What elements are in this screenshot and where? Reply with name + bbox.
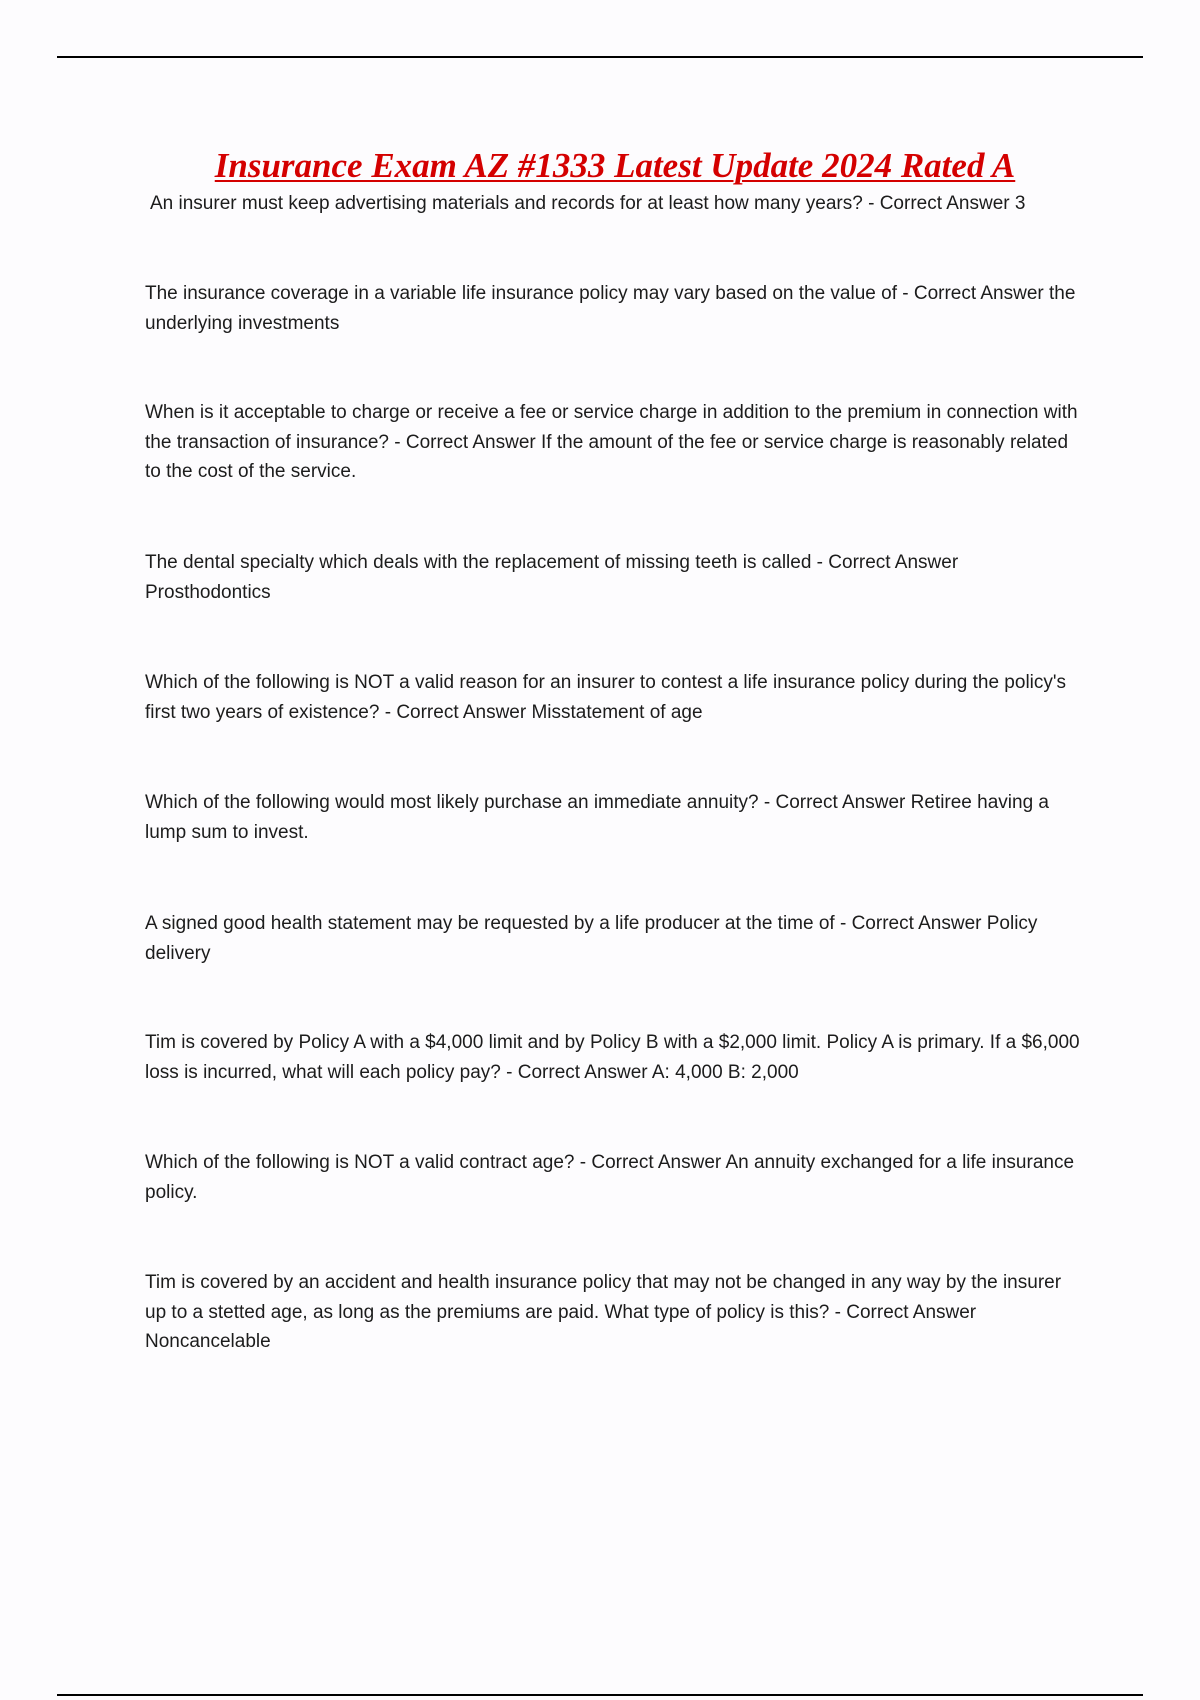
qa-item-6: Which of the following would most likely purchase an immediate annuity? - Correct Answer Retiree having a lump sum to invest. xyxy=(145,792,1049,843)
qa-item-8: Tim is covered by Policy A with a $4,000 limit and by Policy B with a $2,000 limit. Policy A is primary. If a $6,000 loss is incurred, what will each policy pay? - Correct Answer A: 4,000 B: 2,000 xyxy=(145,1032,1080,1083)
bottom-rule xyxy=(57,1694,1143,1696)
qa-item-1: An insurer must keep advertising materials and records for at least how many years? - Correct Answer 3 xyxy=(150,193,1026,214)
document-title: Insurance Exam AZ #1333 Latest Update 2024 Rated A xyxy=(214,146,1016,185)
qa-item-2: The insurance coverage in a variable life insurance policy may vary based on the value of - Correct Answer the underlying investments xyxy=(145,283,1076,334)
qa-item-10: Tim is covered by an accident and health insurance policy that may not be changed in any way by the insurer up to a stetted age, as long as the premiums are paid. What type of policy is this? - Correct Answer Noncancelable xyxy=(145,1272,1062,1352)
qa-item-7: A signed good health statement may be requested by a life producer at the time of - Correct Answer Policy delivery xyxy=(145,913,1038,964)
qa-item-5: Which of the following is NOT a valid reason for an insurer to contest a life insurance policy during the policy's first two years of existence? - Correct Answer Misstatement of age xyxy=(145,672,1067,723)
qa-item-4: The dental specialty which deals with the replacement of missing teeth is called - Correct Answer Prosthodontics xyxy=(145,552,959,603)
top-rule xyxy=(57,56,1143,58)
qa-item-3: When is it acceptable to charge or receive a fee or service charge in addition to the premium in connection with the transaction of insurance? - Correct Answer If the amount of the fee or service charge is reasonably related to the cost of the service. xyxy=(145,402,1078,482)
qa-item-9: Which of the following is NOT a valid contract age? - Correct Answer An annuity exchanged for a life insurance policy. xyxy=(145,1152,1075,1203)
